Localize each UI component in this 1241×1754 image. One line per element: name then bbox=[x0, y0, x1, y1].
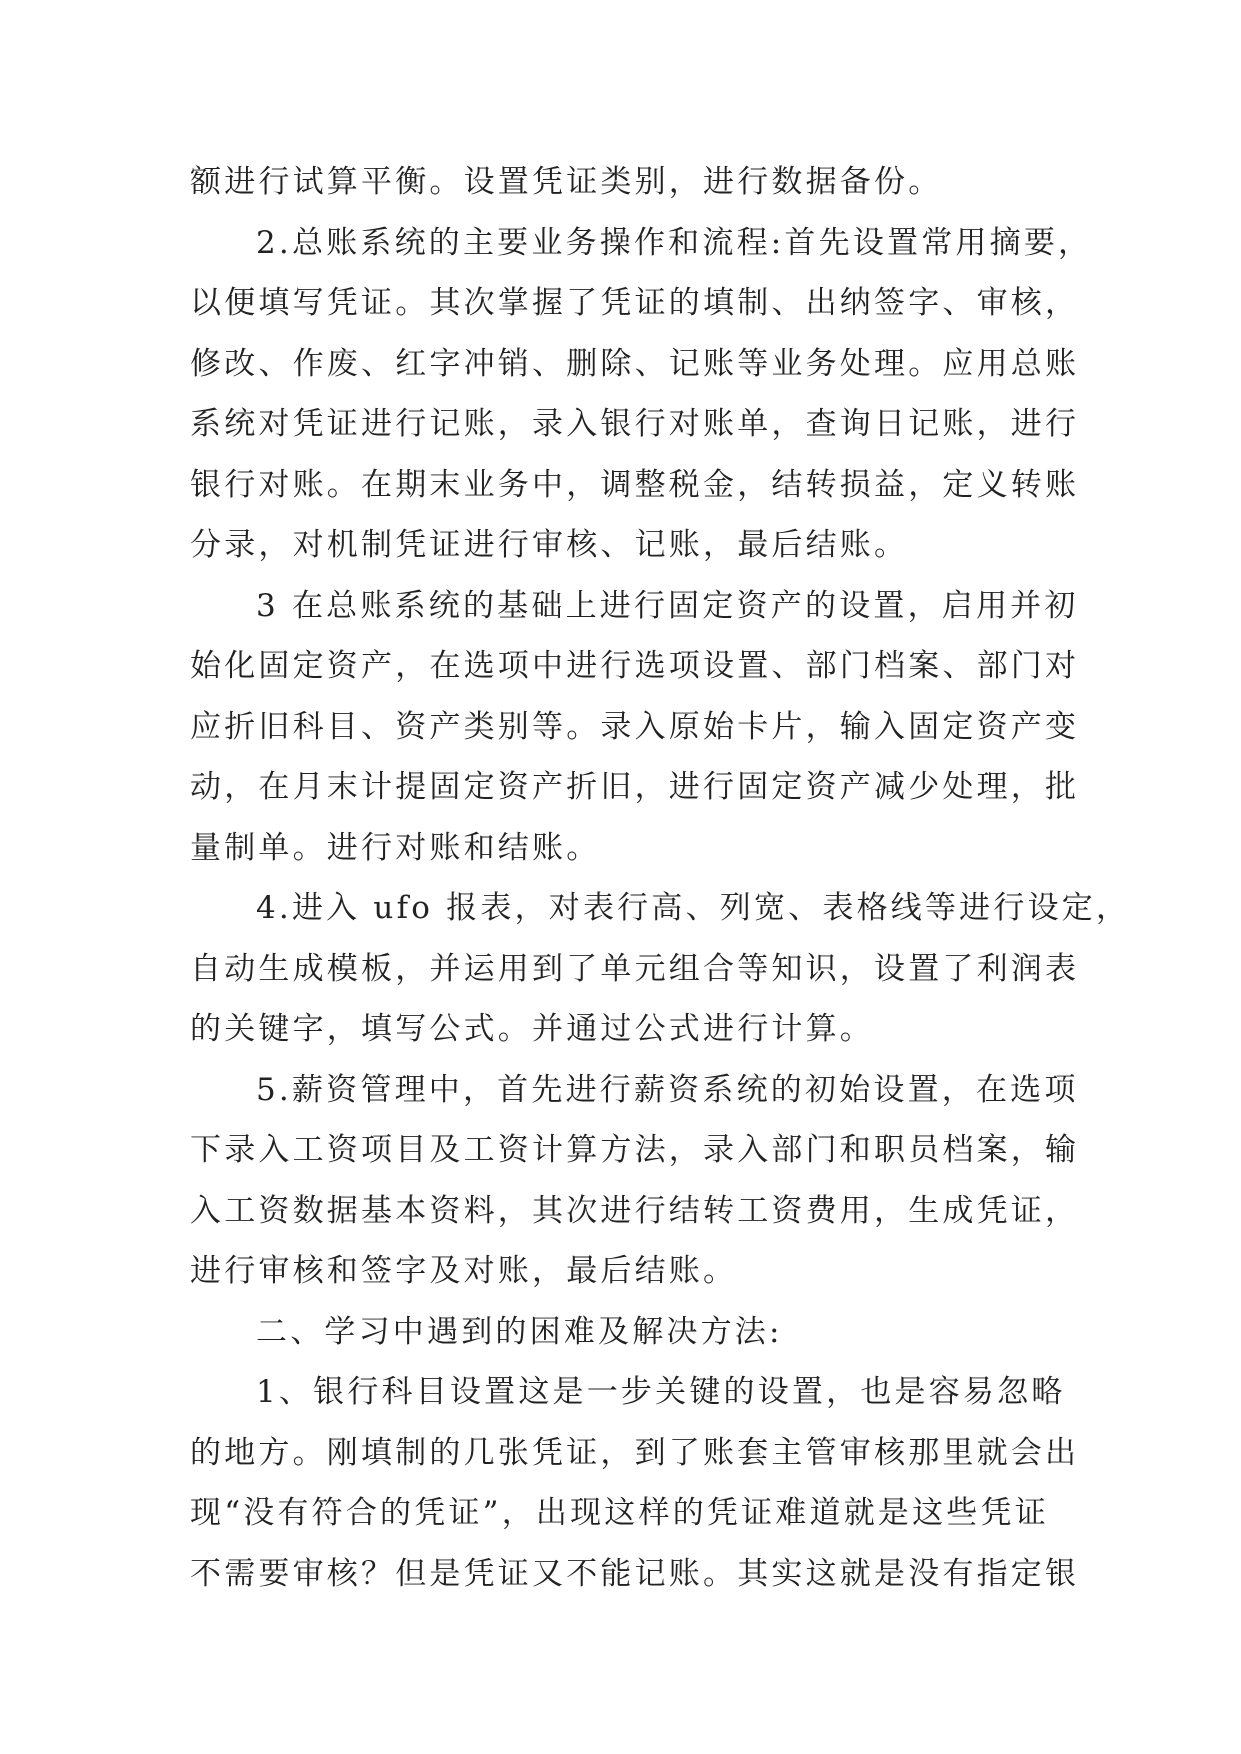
text-line: 自动生成模板，并运用到了单元组合等知识，设置了利润表 bbox=[190, 950, 1080, 987]
text-line: 以便填写凭证。其次掌握了凭证的填制、出纳签字、审核， bbox=[190, 285, 1080, 321]
text-line: 下录入工资项目及工资计算方法，录入部门和职员档案，输 bbox=[190, 1132, 1080, 1168]
text-line: 现“没有符合的凭证”，出现这样的凭证难道就是这些凭证 bbox=[190, 1495, 1049, 1531]
text-line: 始化固定资产，在选项中进行选项设置、部门档案、部门对 bbox=[190, 648, 1080, 684]
text-line: 额进行试算平衡。设置凭证类别，进行数据备份。 bbox=[190, 164, 943, 200]
body-text bbox=[190, 152, 1131, 1604]
text-line: 进行审核和签字及对账，最后结账。 bbox=[190, 1253, 738, 1289]
text-line: 分录，对机制凭证进行审核、记账，最后结账。 bbox=[190, 527, 909, 563]
text-line: 不需要审核？但是凭证又不能记账。其实这就是没有指定银 bbox=[190, 1555, 1080, 1592]
paragraph-line-first: 5.薪资管理中，首先进行薪资系统的初始设置，在选项 bbox=[256, 1071, 1079, 1108]
text-line: 应折旧科目、资产类别等。录入原始卡片，输入固定资产变 bbox=[190, 708, 1080, 745]
paragraph-line-first: 1、银行科目设置这是一步关键的设置，也是容易忽略 bbox=[256, 1374, 1066, 1410]
text-line: 的地方。刚填制的几张凭证，到了账套主管审核那里就会出 bbox=[190, 1434, 1080, 1471]
paragraph-line-first: 2.总账系统的主要业务操作和流程:首先设置常用摘要， bbox=[256, 224, 1093, 261]
text-line: 的关键字，填写公式。并通过公式进行计算。 bbox=[190, 1011, 874, 1047]
text-line: 系统对凭证进行记账，录入银行对账单，查询日记账，进行 bbox=[190, 406, 1080, 442]
paragraph-line-first: 4.进入 ufo 报表，对表行高、列宽、表格线等进行设定， bbox=[256, 890, 1131, 926]
section-heading: 二、学习中遇到的困难及解决方法: bbox=[256, 1313, 783, 1350]
text-line: 量制单。进行对账和结账。 bbox=[190, 829, 601, 866]
text-line: 动，在月末计提固定资产折旧，进行固定资产减少处理，批 bbox=[190, 769, 1080, 805]
paragraph-line-first: 3 在总账系统的基础上进行固定资产的设置，启用并初 bbox=[256, 587, 1079, 624]
text-line: 入工资数据基本资料，其次进行结转工资费用，生成凭证， bbox=[190, 1192, 1080, 1229]
text-line: 修改、作废、红字冲销、删除、记账等业务处理。应用总账 bbox=[190, 345, 1080, 382]
text-line: 银行对账。在期末业务中，调整税金，结转损益，定义转账 bbox=[190, 466, 1080, 503]
